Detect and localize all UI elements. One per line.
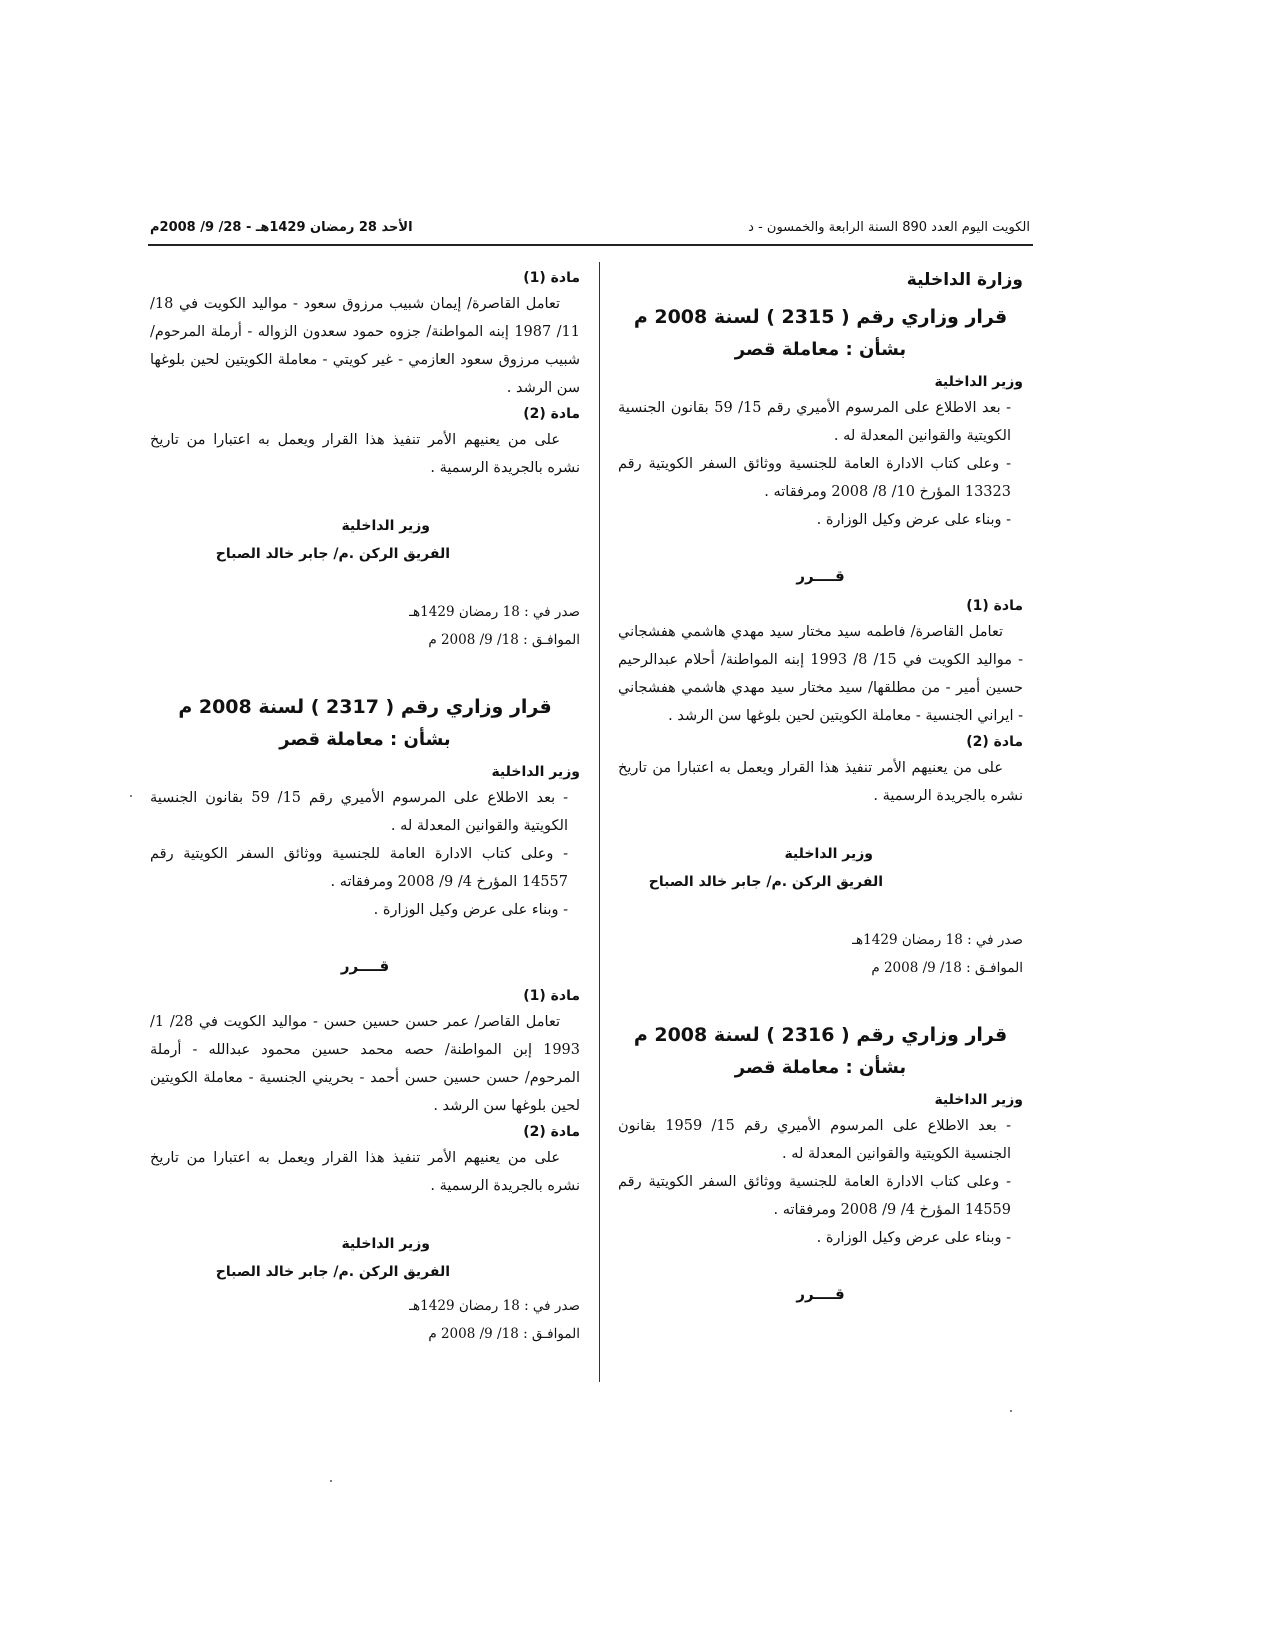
issued-date: صدر في : 18 رمضان 1429هـ xyxy=(409,604,580,620)
issue-dates xyxy=(150,1292,580,1348)
article-label: مادة (2) xyxy=(966,734,1023,750)
article-text: على من يعنيهم الأمر تنفيذ هذا القرار ويعمل به اعتبارا من تاريخ نشره بالجريدة الرسمية . xyxy=(618,760,1023,804)
decree-subject: بشأن : معاملة قصر xyxy=(734,1057,907,1078)
signature-title: وزير الداخلية xyxy=(784,846,873,862)
recital-item: - وبناء على عرض وكيل الوزارة . xyxy=(373,902,568,918)
article-label: مادة (1) xyxy=(523,270,580,286)
signature-name: الفريق الركن .م/ جابر خالد الصباح xyxy=(648,874,883,890)
decree-2316 xyxy=(618,1018,1023,1308)
decree-subject: بشأن : معاملة قصر xyxy=(734,339,907,360)
scan-speck xyxy=(1010,1410,1012,1412)
decree-2315 xyxy=(618,300,1023,982)
scan-speck xyxy=(130,795,132,797)
ministry-heading: وزارة الداخلية xyxy=(906,270,1023,290)
article-label: مادة (2) xyxy=(523,406,580,422)
recital-item: - وبناء على عرض وكيل الوزارة . xyxy=(816,512,1011,528)
corresponding-date: الموافـق : 18/ 9/ 2008 م xyxy=(428,632,580,648)
recital-item: - وعلى كتاب الادارة العامة للجنسية ووثائق السفر الكويتية رقم 13323 المؤرخ 10/ 8/ 2008 ومرفقاته . xyxy=(618,456,1011,500)
article-label: مادة (1) xyxy=(966,598,1023,614)
recital-item: - بعد الاطلاع على المرسوم الأميري رقم 15/ 1959 بقانون الجنسية الكويتية والقوانين المعدلة له . xyxy=(618,1118,1012,1162)
decree-title: قرار وزاري رقم ( 2315 ) لسنة 2008 م xyxy=(633,306,1008,328)
minister-label: وزير الداخلية xyxy=(934,1092,1023,1108)
article-label: مادة (2) xyxy=(523,1124,580,1140)
header-rule xyxy=(148,244,1033,246)
issued-date: صدر في : 18 رمضان 1429هـ xyxy=(852,932,1023,948)
recital-item: - بعد الاطلاع على المرسوم الأميري رقم 15/ 59 بقانون الجنسية الكويتية والقوانين المعدلة له . xyxy=(618,400,1012,444)
left-column xyxy=(150,266,580,1348)
recital-item: - وبناء على عرض وكيل الوزارة . xyxy=(816,1230,1011,1246)
issued-date: صدر في : 18 رمضان 1429هـ xyxy=(409,1298,580,1314)
minister-label: وزير الداخلية xyxy=(491,764,580,780)
decree-2317 xyxy=(150,690,580,1348)
article-text: على من يعنيهم الأمر تنفيذ هذا القرار ويعمل به اعتبارا من تاريخ نشره بالجريدة الرسمية . xyxy=(150,1150,580,1194)
decides-heading: قــــرر xyxy=(796,567,845,585)
issue-dates xyxy=(618,926,1023,982)
right-column xyxy=(618,266,1023,1312)
decides-heading: قــــرر xyxy=(340,957,390,975)
recital-item: - وعلى كتاب الادارة العامة للجنسية ووثائق السفر الكويتية رقم 14557 المؤرخ 4/ 9/ 2008 ومرفقاته . xyxy=(150,846,568,890)
issue-dates xyxy=(150,598,580,654)
corresponding-date: الموافـق : 18/ 9/ 2008 م xyxy=(428,1326,580,1342)
article-text: تعامل القاصرة/ فاطمه سيد مختار سيد مهدي هاشمي هفشجاني - مواليد الكويت في 15/ 8/ 1993 إبنه المواطنة/ أحلام عبدالرحيم حسين أمير - من مطلقها/ سيد مختار سيد مهدي هاشمي هفشجاني - ايراني الجنسية - معاملة الكويتين لحين بلوغها سن الرشد . xyxy=(618,624,1023,724)
signature-block xyxy=(150,512,580,568)
signature-title: وزير الداخلية xyxy=(341,518,430,534)
signature-name: الفريق الركن .م/ جابر خالد الصباح xyxy=(215,546,450,562)
decree-subject: بشأن : معاملة قصر xyxy=(279,729,451,750)
signature-name: الفريق الركن .م/ جابر خالد الصباح xyxy=(215,1264,450,1280)
signature-block xyxy=(150,1230,580,1286)
signature-block xyxy=(618,840,1023,896)
header-issue-info: الكويت اليوم العدد 890 السنة الرابعة والخمسون - د xyxy=(748,220,1030,235)
corresponding-date: الموافـق : 18/ 9/ 2008 م xyxy=(871,960,1023,976)
article-label: مادة (1) xyxy=(523,988,580,1004)
signature-title: وزير الداخلية xyxy=(341,1236,430,1252)
decree-title: قرار وزاري رقم ( 2317 ) لسنة 2008 م xyxy=(178,696,552,718)
column-divider xyxy=(599,262,600,1382)
recital-item: - بعد الاطلاع على المرسوم الأميري رقم 15/ 59 بقانون الجنسية الكويتية والقوانين المعدلة له . xyxy=(150,790,569,834)
header-date: الأحد 28 رمضان 1429هـ - 28/ 9/ 2008م xyxy=(150,220,413,235)
scan-speck xyxy=(330,1480,332,1482)
decree-title: قرار وزاري رقم ( 2316 ) لسنة 2008 م xyxy=(633,1024,1008,1046)
article-text: تعامل القاصرة/ إيمان شبيب مرزوق سعود - مواليد الكويت في 18/ 11/ 1987 إبنه المواطنة/ جزوه حمود سعدون الزواله - أرملة المرحوم/ شبيب مرزوق سعود العازمي - غير كويتي - معاملة الكويتين لحين بلوغها سن الرشد . xyxy=(150,296,580,396)
article-text: على من يعنيهم الأمر تنفيذ هذا القرار ويعمل به اعتبارا من تاريخ نشره بالجريدة الرسمية . xyxy=(150,432,580,476)
recital-item: - وعلى كتاب الادارة العامة للجنسية ووثائق السفر الكويتية رقم 14559 المؤرخ 4/ 9/ 2008 ومرفقاته . xyxy=(618,1174,1011,1218)
minister-label: وزير الداخلية xyxy=(934,374,1023,390)
decides-heading: قــــرر xyxy=(796,1285,845,1303)
decree-2316-continued xyxy=(150,266,580,654)
article-text: تعامل القاصر/ عمر حسن حسين حسن - مواليد الكويت في 28/ 1/ 1993 إبن المواطنة/ حصه محمد حسين محمود عبدالله - أرملة المرحوم/ حسن حسين حسن أحمد - بحريني الجنسية - معاملة الكويتين لحين بلوغها سن الرشد . xyxy=(150,1014,580,1114)
